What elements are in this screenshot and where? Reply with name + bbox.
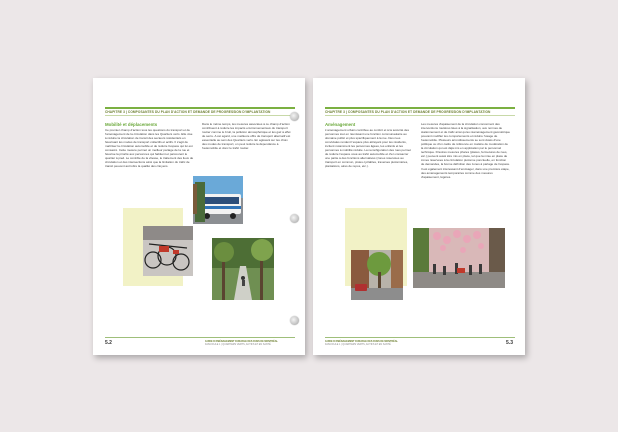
chapter-header: CHAPITRE 3 | COMPOSANTES DU PLAN D'ACTION ET DEMANDE DE PROGRESSION D'IMPLANTATION xyxy=(105,110,271,114)
left-column-2 xyxy=(202,122,291,152)
header-rule xyxy=(325,107,515,109)
footer-subtitle: FASCICULE 1 | QUARTIERS VERTS, ACTIFS ET EN SANTÉ xyxy=(205,343,271,346)
footer-title-text: GUIDE D'AMÉNAGEMENT DURABLE DES RUES DE MONTRÉAL xyxy=(205,340,278,343)
footer-title xyxy=(325,340,415,346)
footer-title-text: GUIDE D'AMÉNAGEMENT DURABLE DES RUES DE MONTRÉAL xyxy=(325,340,398,343)
residential-street-photo-image xyxy=(351,250,403,300)
footer-title xyxy=(205,340,295,346)
body-text: L'aménagement urbain contribue au confort et à la sécurité des personnes tout en réunissant une fonction communautaire au domaine public et plus spécifiquement à la rue. Des rues conviviales rendent l'espace plus attrayant pour les résidents, incitent notamment les personnes âgées, les enfants et les personnes à mobilité réduite. La reconfiguration des rues permet de réduire l'espace voué au trafic automobile et d'en consacrer une partie à des fonctions alternatives (zones réservées au transport en commun, pistes cyclables, traverses piétonnières, plantations, aires de repos, etc.). xyxy=(325,128,411,169)
footer-rule xyxy=(325,337,515,338)
header-divider xyxy=(325,115,515,116)
binder-hole-icon xyxy=(290,316,299,325)
section-heading: Aménagement xyxy=(325,122,356,127)
bus-photo xyxy=(193,176,243,224)
left-column-1 xyxy=(105,122,194,170)
right-column-1 xyxy=(325,122,414,170)
bus-photo-image xyxy=(193,176,243,224)
street-trees-photo xyxy=(212,238,274,300)
right-column-2 xyxy=(421,122,510,181)
bicycles-photo-image xyxy=(143,226,193,276)
body-text: Les mesures d'apaisement de la circulation concernent des interventions routières liées à la signalisation, aux normes de stationnement et de trafic ainsi qu'au réaménagement géométrique pouvant modifier les comportements et réduire l'usage de l'automobile. Plusieurs arrondissements se sont dotés d'une politique ou d'un cadre de référence en matière de modération de la circulation qui est déjà mis en application par le personnel technique. D'autres mesures phares (places, fermetures de rues, etc.) peuvent aussi être mis en place, tel que la mise en place de zones réservées à la circulation piétonne ponctuelle, en fonction de demandes, la bonne définition des zones à partage de l'espace. Il est également intéressant d'envisager, dans une première étape, des aménagements temporaires comme des mesures d'apaisement, légères. xyxy=(421,122,510,179)
bicycles-photo xyxy=(143,226,193,276)
page-number: 5.2 xyxy=(105,340,112,346)
street-trees-photo-image xyxy=(212,238,274,300)
page-number: 5.3 xyxy=(506,340,513,346)
footer-rule xyxy=(105,337,295,338)
left-page xyxy=(93,78,305,355)
binder-hole-icon xyxy=(290,214,299,223)
section-heading: Mobilité et déplacements xyxy=(105,122,158,127)
header-rule xyxy=(105,107,295,109)
body-text: Ce premier champ d'action tous les questions du transport et de l'aménagement de la circulation dans les Quartiers verts. Elle vise à réduire la circulation de transit des secteurs résidentiels en favorisant les modes de transport collectifs et actifs. Il s'agit de maîtriser la circulation automobile et de réduire l'espace qui lui est consacré. Cette mesure permet un meilleur partage de la rue et favorise la priorité aux personnes qui habitent et parcourent le quartier à pied. Le contrôle de la vitesse, le traitement des lieux de circulation et des intersections ainsi que la limitation du trafic de transit peuvent accroître la qualité des citoyens. xyxy=(105,128,194,169)
residential-street-photo xyxy=(351,250,403,300)
binder-hole-icon xyxy=(290,112,299,121)
festive-street-photo xyxy=(413,228,505,288)
right-page xyxy=(313,78,525,355)
festive-street-photo-image xyxy=(413,228,505,288)
header-divider xyxy=(105,115,295,116)
chapter-header: CHAPITRE 3 | COMPOSANTES DU PLAN D'ACTION ET DEMANDE DE PROGRESSION D'IMPLANTATION xyxy=(325,110,491,114)
footer-subtitle: FASCICULE 1 | QUARTIERS VERTS, ACTIFS ET EN SANTÉ xyxy=(325,343,391,346)
body-text: Dans le même temps, les mesures associées à ce champ d'action contribuent à réduire les impacts environnementaux du transport routier comme le bruit, la pollution atmosphérique et les gaz à effet de serre. A cet égard, une meilleure offre de transport alternatif est essentielle au sein des Quartiers verts. En agissant sur les choix des modes de transport, on peut réduire la dépendance à l'automobile et donc le trafic routier. xyxy=(202,122,291,151)
